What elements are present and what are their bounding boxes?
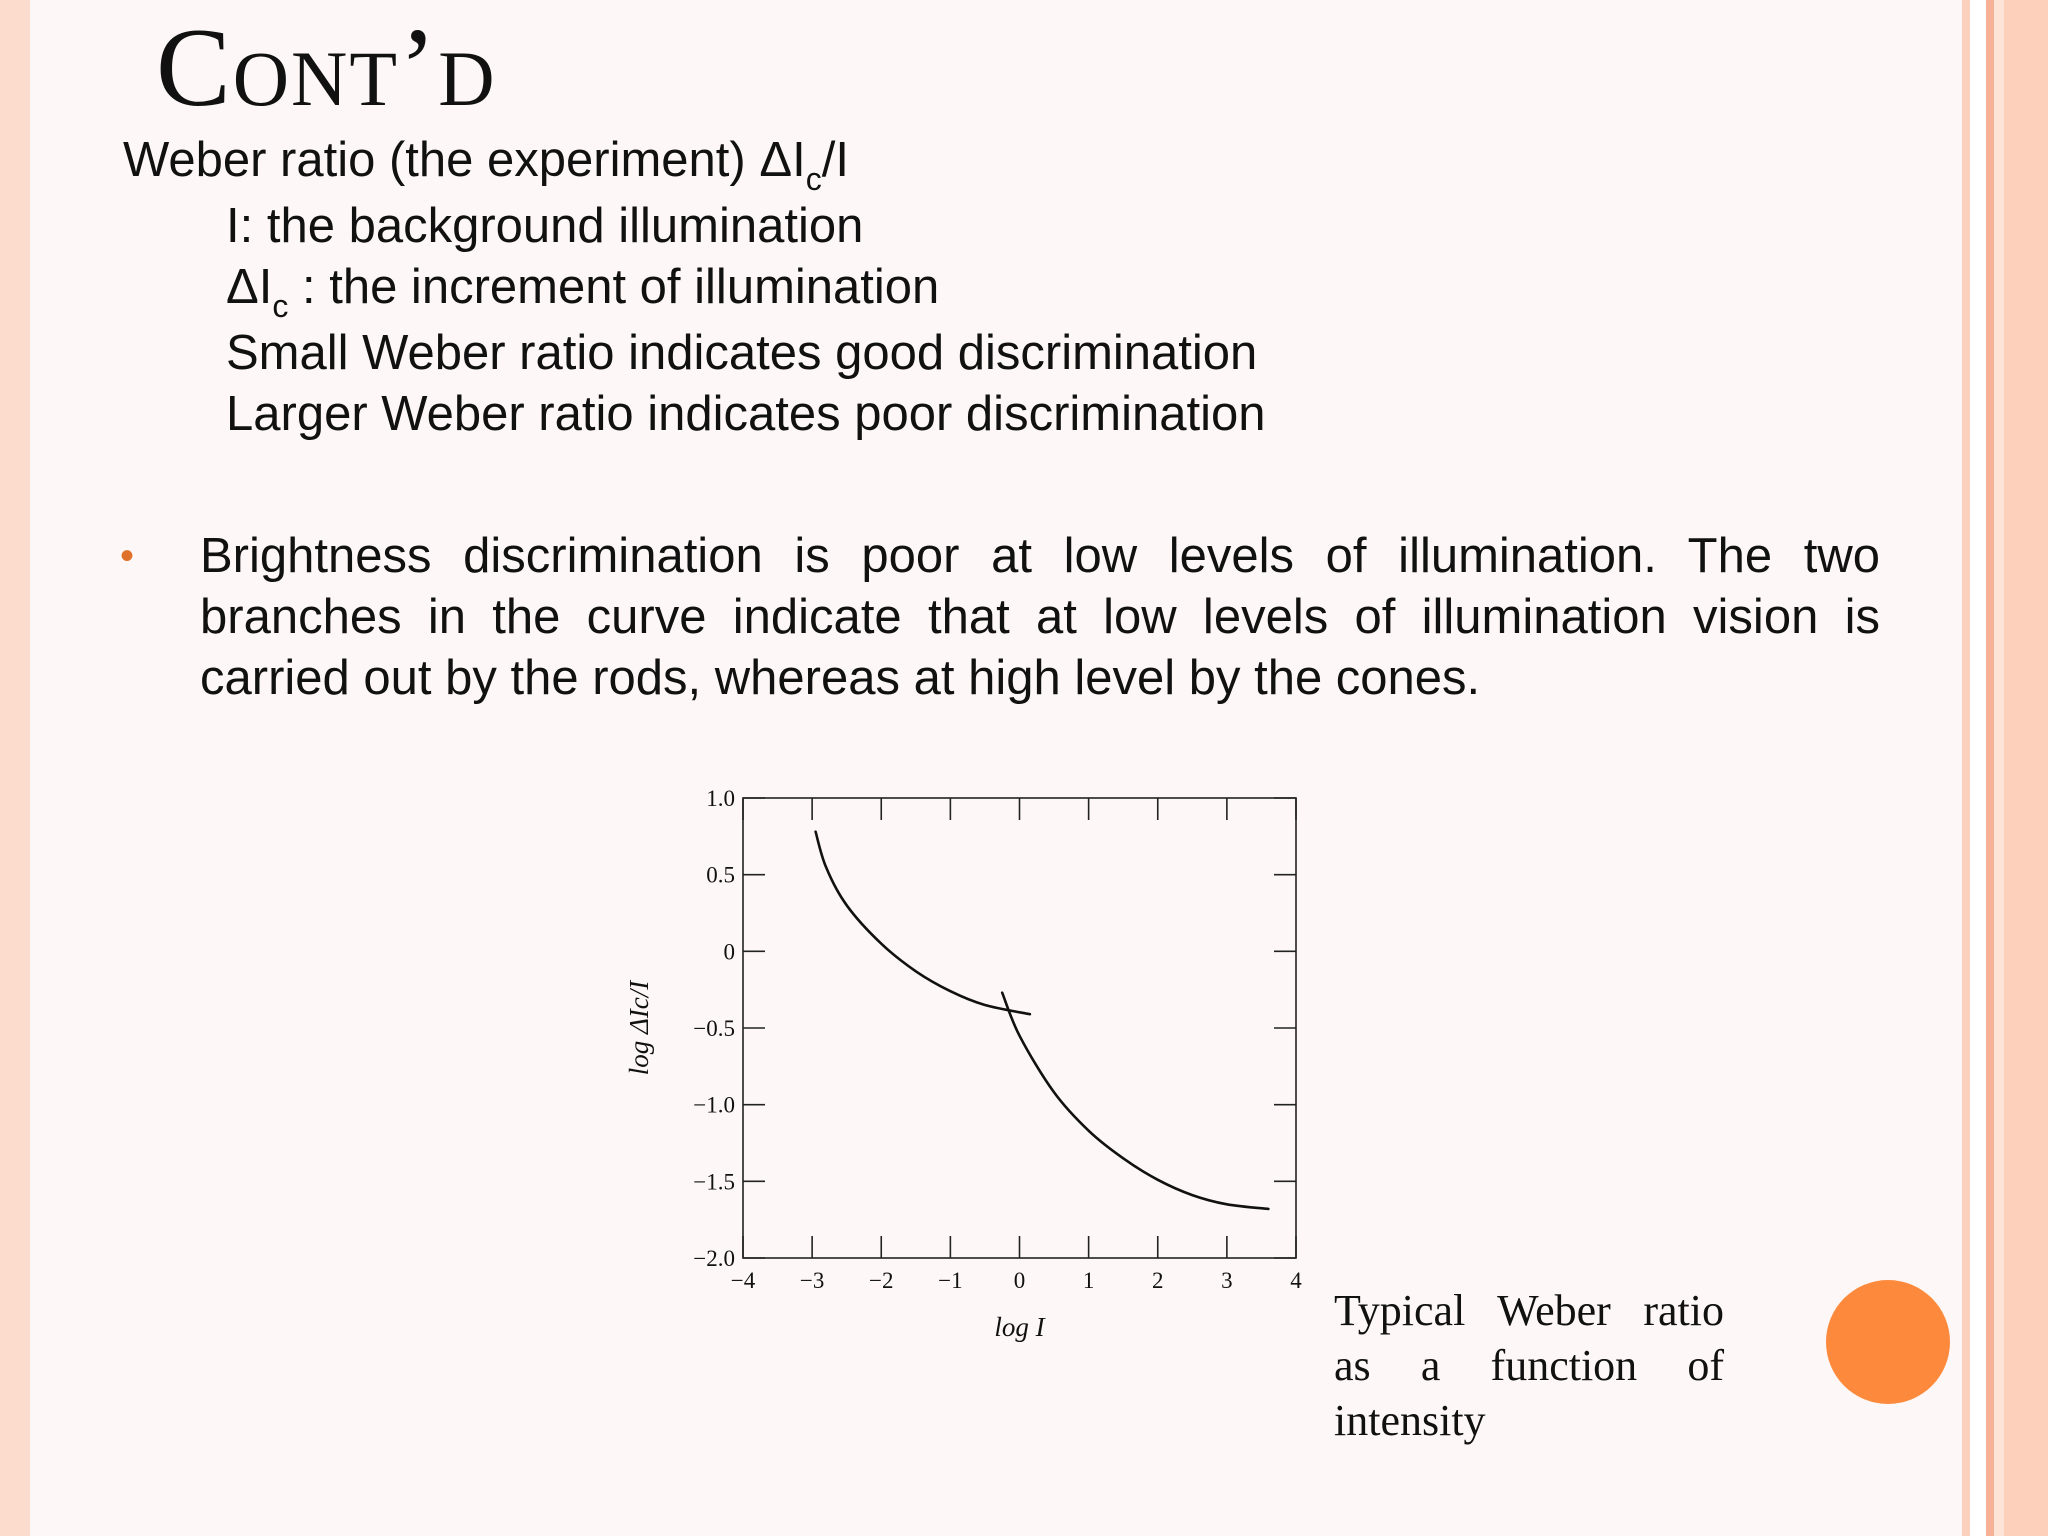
increment-prefix: ΔI xyxy=(226,260,273,314)
x-tick-label: 0 xyxy=(1013,1268,1026,1293)
right-border-stripe-2 xyxy=(1970,0,1986,1536)
weber-ratio-suffix: /I xyxy=(821,133,849,187)
right-border-stripe-3 xyxy=(1986,0,1994,1536)
x-tick-label: 2 xyxy=(1152,1268,1164,1293)
x-axis-label: log I xyxy=(994,1312,1045,1342)
weber-ratio-prefix: Weber ratio (the experiment) ΔI xyxy=(123,133,806,187)
x-tick-label: −2 xyxy=(869,1268,894,1293)
x-tick-label: 1 xyxy=(1082,1268,1095,1293)
slide-title: Cont’d xyxy=(156,6,497,130)
y-tick-label: 1.0 xyxy=(706,786,735,811)
y-tick-label: 0 xyxy=(723,939,735,965)
definition-line-increment xyxy=(123,257,1265,323)
curve-branch-2 xyxy=(1002,993,1268,1209)
y-tick-label: 0.5 xyxy=(706,862,735,888)
right-border-stripe-1 xyxy=(1962,0,1970,1536)
left-border-stripe xyxy=(0,0,30,1536)
chart-caption: Typical Weber ratio as a function of intensity xyxy=(1334,1286,1724,1445)
increment-subscript: c xyxy=(272,288,289,324)
x-tick-label: −1 xyxy=(938,1268,963,1293)
increment-suffix: : the increment of illumination xyxy=(288,260,940,314)
bullet-item xyxy=(120,526,1880,709)
weber-ratio-subscript: c xyxy=(805,161,822,197)
y-tick-label: −0.5 xyxy=(693,1016,735,1041)
y-tick-label: −2.0 xyxy=(693,1246,735,1271)
definition-line-weber xyxy=(123,130,1265,196)
bullet-text: Brightness discrimination is poor at low levels of illumination. The two branches in the curve indicate that at low levels of illumination vision is carried out by the rods, whereas at high level by the cones. xyxy=(200,529,1880,705)
y-axis-label: log ΔIc/I xyxy=(624,980,654,1076)
definition-line-small: Small Weber ratio indicates good discrimination xyxy=(226,326,1258,380)
definition-line-background: I: the background illumination xyxy=(226,199,864,253)
definition-line-large: Larger Weber ratio indicates poor discrimination xyxy=(226,387,1266,441)
weber-ratio-chart xyxy=(620,770,1340,1370)
x-tick-label: 4 xyxy=(1290,1268,1302,1293)
orange-circle-decoration xyxy=(1826,1280,1950,1404)
right-border-stripe-5 xyxy=(2004,0,2048,1536)
x-tick-label: −4 xyxy=(730,1268,756,1293)
y-tick-label: −1.0 xyxy=(693,1092,735,1118)
x-tick-label: 3 xyxy=(1221,1268,1233,1293)
x-tick-label: −3 xyxy=(799,1268,825,1293)
bullet-dot-icon: • xyxy=(120,534,135,578)
definition-block xyxy=(123,130,1265,445)
right-border-stripe-4 xyxy=(1994,0,2004,1536)
y-tick-label: −1.5 xyxy=(693,1169,735,1195)
curve-branch-1 xyxy=(816,832,1030,1015)
